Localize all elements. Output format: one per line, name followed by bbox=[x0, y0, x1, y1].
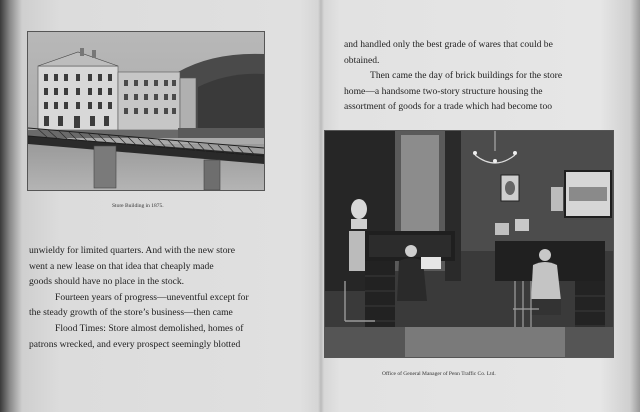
text-line: patrons wrecked, and every prospect seemingly blotted bbox=[29, 338, 241, 350]
office-photo bbox=[324, 130, 614, 358]
text-line: and handled only the best grade of wares that could be bbox=[344, 39, 553, 50]
text-line: goods should have no place in the stock. bbox=[29, 276, 185, 288]
office-caption: Office of General Manager of Penn Traffic Co. Ltd. bbox=[382, 371, 496, 377]
text-line: obtained. bbox=[344, 54, 380, 66]
text-line: went a new lease on that idea that cheaply made bbox=[29, 260, 214, 272]
text-line: Then came the day of brick buildings for the store bbox=[370, 70, 563, 82]
text-line: Flood Times: Store almost demolished, homes of bbox=[55, 322, 244, 334]
store-building-caption: Store Building in 1875. bbox=[112, 203, 164, 209]
store-building-illustration bbox=[28, 32, 264, 190]
text-line: Fourteen years of progress—uneventful except for bbox=[55, 291, 249, 303]
store-building-photo bbox=[27, 31, 265, 191]
text-line: assortment of goods for a trade which had become too bbox=[344, 101, 553, 113]
right-page-text-top bbox=[344, 37, 604, 115]
text-line: unwieldy for limited quarters. And with the new store bbox=[29, 245, 235, 256]
text-line: home—a handsome two-story structure housing the bbox=[344, 85, 543, 97]
left-page-text-bottom bbox=[29, 243, 305, 352]
office-interior-illustration bbox=[325, 131, 613, 357]
text-line: the steady growth of the store’s business—then came bbox=[29, 307, 233, 319]
